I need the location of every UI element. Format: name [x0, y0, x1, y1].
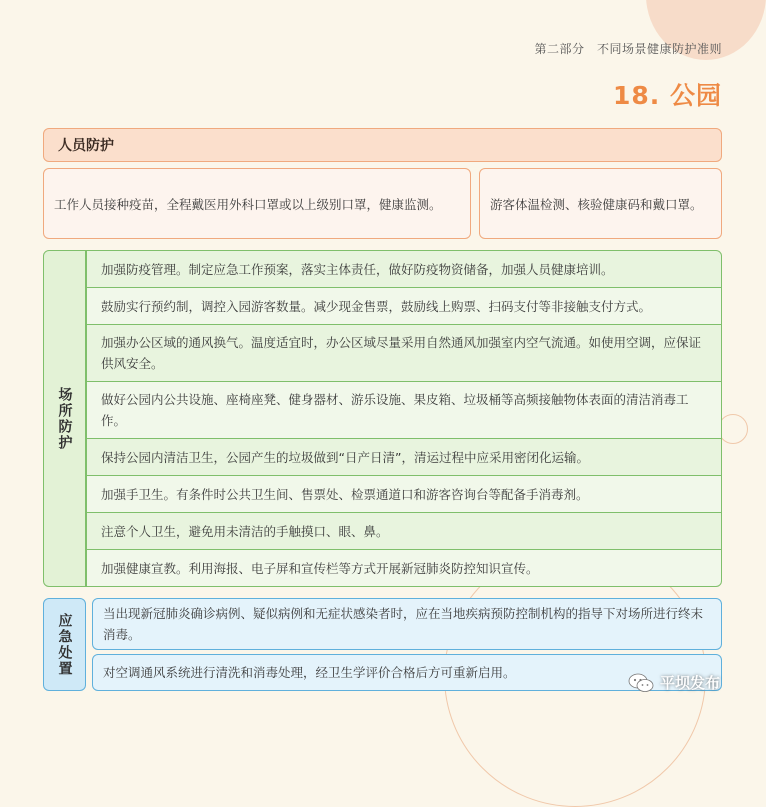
watermark	[628, 672, 720, 693]
list-item-text: 加强手卫生。有条件时公共卫生间、售票处、检票通道口和游客咨询台等配备手消毒剂。	[101, 486, 589, 502]
decorative-ring-small	[718, 414, 748, 444]
emergency-label	[43, 598, 86, 691]
emergency-item	[92, 598, 722, 650]
section-label: 第二部分 不同场景健康防护准则	[534, 42, 722, 56]
place-protection-list	[86, 250, 722, 587]
list-item-text: 加强健康宣教。利用海报、电子屏和宣传栏等方式开展新冠肺炎防控知识宣传。	[101, 560, 539, 576]
list-item-text: 保持公园内清洁卫生，公园产生的垃圾做到“日产日清”，清运过程中应采用密闭化运输。	[101, 449, 589, 465]
list-item	[87, 476, 721, 512]
list-item-text: 加强防疫管理。制定应急工作预案，落实主体责任，做好防疫物资储备，加强人员健康培训。	[101, 261, 614, 277]
emergency-item-text: 当出现新冠肺炎确诊病例、疑似病例和无症状感染者时，应在当地疾病预防控制机构的指导下对场所进行终末消毒。	[103, 606, 704, 642]
emergency-label-text: 应急处置	[56, 612, 73, 677]
list-item	[87, 513, 721, 549]
place-protection-label	[43, 250, 86, 587]
staff-protection-text: 工作人员接种疫苗，全程戴医用外科口罩或以上级别口罩，健康监测。	[54, 196, 442, 212]
staff-protection-box	[43, 168, 471, 239]
list-item-text: 做好公园内公共设施、座椅座凳、健身器材、游乐设施、果皮箱、垃圾桶等高频接触物体表面的清洁消毒工作。	[101, 392, 689, 428]
visitor-protection-text: 游客体温检测、核验健康码和戴口罩。	[490, 196, 703, 212]
watermark-text: 平坝发布	[660, 674, 721, 692]
visitor-protection-box	[479, 168, 722, 239]
list-item	[87, 288, 721, 324]
wechat-icon	[628, 673, 654, 693]
list-item	[87, 550, 721, 586]
page-title: 18. 公园	[613, 81, 722, 110]
list-item	[87, 325, 721, 381]
list-item-text: 注意个人卫生，避免用未清洁的手触摸口、眼、鼻。	[101, 523, 389, 539]
list-item-text: 加强办公区域的通风换气。温度适宜时，办公区域尽量采用自然通风加强室内空气流通。如使用空调，应保证供风安全。	[101, 335, 702, 371]
list-item-text: 鼓励实行预约制，调控入园游客数量。减少现金售票，鼓励线上购票、扫码支付等非接触支付方式。	[101, 298, 652, 314]
list-item	[87, 251, 721, 287]
list-item	[87, 439, 721, 475]
personal-protection-heading: 人员防护	[43, 128, 722, 162]
emergency-item-text: 对空调通风系统进行清洗和消毒处理，经卫生学评价合格后方可重新启用。	[103, 665, 516, 680]
list-item	[87, 382, 721, 438]
place-protection-label-text: 场所防护	[56, 386, 73, 451]
